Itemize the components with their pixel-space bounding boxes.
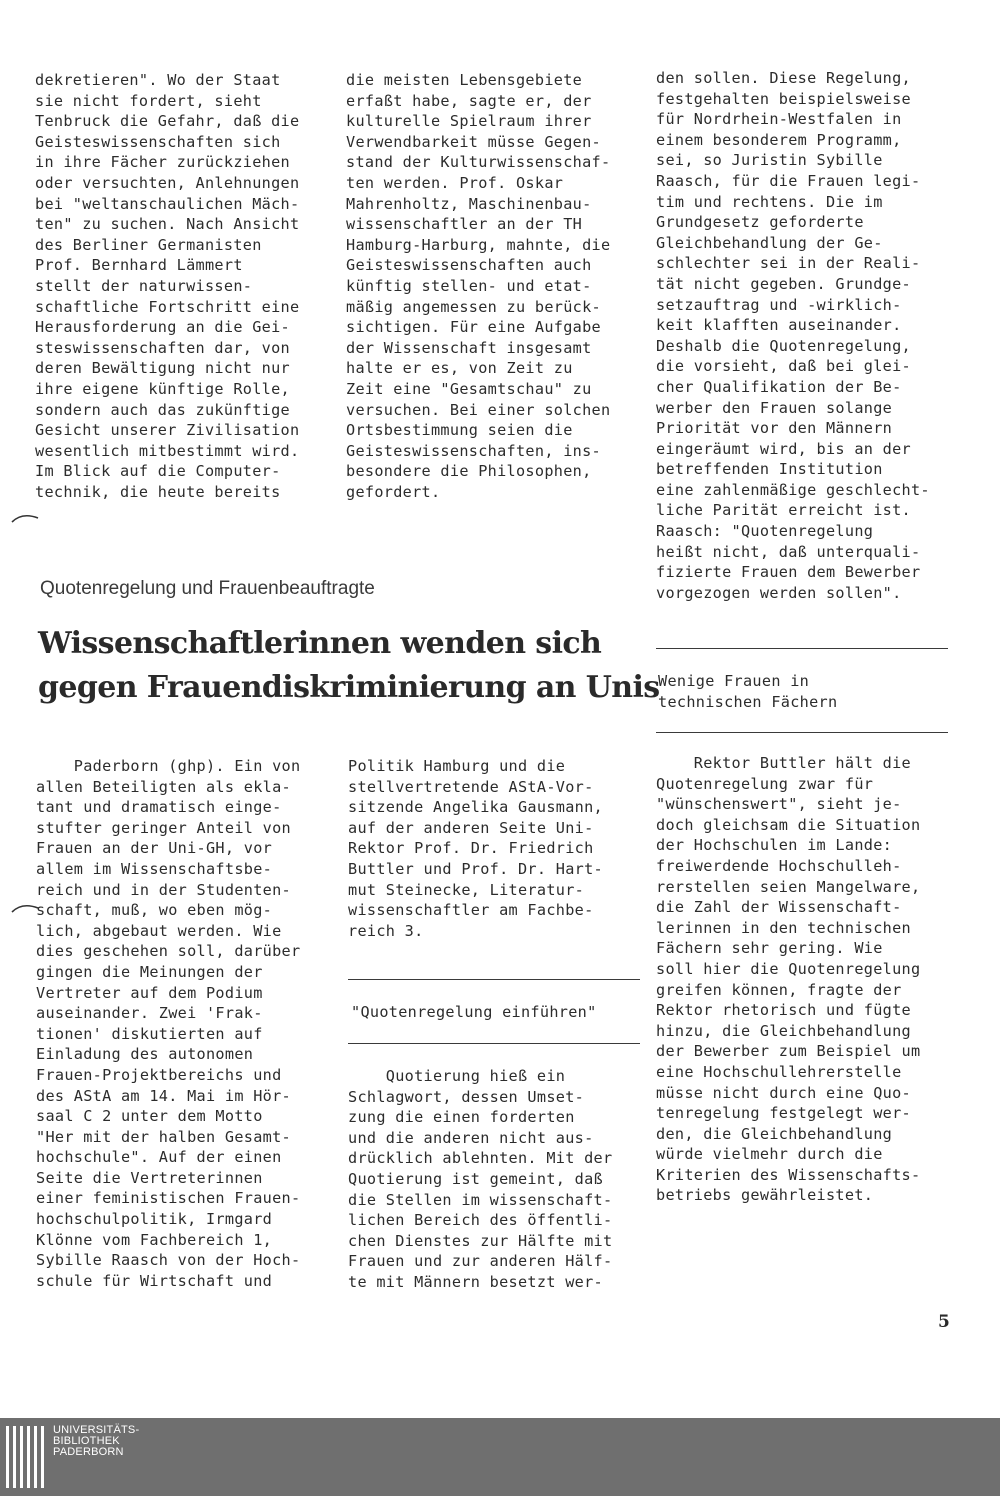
- university-library-logo-icon: [4, 1426, 48, 1488]
- main-article-column-3-part-2: Rektor Buttler hält die Quotenregelung zwar für "wünschenswert", sieht je- doch gleichsam die Situation der Hochschulen im Lande: freiwerdende Hochschulleh- rerstellen seien Mangelware, die Zahl der Wissenschaft- lerinnen in den technischen Fächern sehr gering. Wie soll hier die Quotenregelung greifen können, fragte der Rektor rhetorisch und fügte hinzu, die Gleichbehandlung der Bewerber zum Beispiel um eine Hochschullehrerstelle müsse nicht durch eine Quo- tenregelung festgelegt wer- den, die Gleichbehandlung würde vielmehr durch die Kriterien des Wissenschafts- betriebs gewährleistet.: [656, 754, 921, 1205]
- library-footer-bar: [0, 1418, 1000, 1496]
- subheading-quotenregelung: "Quotenregelung einführen": [351, 1003, 597, 1021]
- subheading-wenige-frauen: Wenige Frauen in technischen Fächern: [658, 672, 838, 711]
- binder-hole-mark: [10, 512, 40, 524]
- divider-rule: [656, 648, 948, 649]
- binder-hole-mark: [10, 902, 40, 914]
- divider-rule: [348, 1043, 640, 1044]
- library-name: [53, 1425, 139, 1457]
- main-article-column-2-part-1: Politik Hamburg und die stellvertretende AStA-Vor- sitzende Angelika Gausmann, auf der anderen Seite Uni- Rektor Prof. Dr. Friedrich Buttler und Prof. Dr. Hart- mut Steinecke, Literatur- wissenschaftler am Fachbe- reich 3.: [348, 757, 603, 940]
- main-article-column-3-part-1: den sollen. Diese Regelung, festgehalten beispielsweise für Nordrhein-Westfalen in einem besonderem Programm, sei, so Juristin Sybille Raasch, für die Frauen legi- tim und rechtens. Die im Grundgesetz geforderte Gleichbehandlung der Ge- schlechter sei in der Reali- tät nicht gegeben. Grundge- setzauftrag und -wirklich- keit klafften auseinander. Deshalb die Quotenregelung, die vorsieht, daß bei glei- cher Qualifikation der Be- werber den Frauen solange Priorität vor den Männern eingeräumt wird, bis an der betreffenden Institution eine zahlenmäßige geschlecht- liche Parität erreicht ist. Raasch: "Quotenregelung heißt nicht, daß unterquali- fizierte Frauen dem Bewerber vorgezogen werden sollen".: [656, 69, 930, 602]
- divider-rule: [656, 732, 948, 733]
- divider-rule: [348, 979, 640, 980]
- article-headline: Wissenschaftlerinnen wenden sich gegen Frauendiskriminierung an Unis: [38, 626, 660, 705]
- page-number: 5: [938, 1312, 950, 1332]
- article-kicker: Quotenregelung und Frauenbeauftragte: [40, 578, 375, 599]
- main-article-column-2-part-2: Quotierung hieß ein Schlagwort, dessen Umset- zung die einen forderten und die anderen nicht aus- drücklich ablehnten. Mit der Quotierung ist gemeint, daß die Stellen im wissenschaft- lichen Bereich des öffentli- chen Dienstes zur Hälfte mit Frauen und zur anderen Hälf- te mit Männern besetzt wer-: [348, 1067, 613, 1291]
- library-line-1: UNIVERSITÄTS-: [53, 1424, 140, 1436]
- main-article-column-1: Paderborn (ghp). Ein von allen Beteiligten als ekla- tant und dramatisch einge- stufter geringer Anteil von Frauen an der Uni-GH, vor allem im Wissenschaftsbe- reich und in der Studenten- schaft, muß, wo eben mög- lich, abgebaut werden. Wie dies geschehen soll, darüber gingen die Meinungen der Vertreter auf dem Podium auseinander. Zwei 'Frak- tionen' diskutierten auf Einladung des autonomen Frauen-Projektbereichs und des AStA am 14. Mai im Hör- saal C 2 unter dem Motto "Her mit der halben Gesamt- hochschule". Auf der einen Seite die Vertreterinnen einer feministischen Frauen- hochschulpolitik, Irmgard Klönne vom Fachbereich 1, Sybille Raasch von der Hoch- schule für Wirtschaft und: [36, 757, 301, 1290]
- library-line-2: BIBLIOTHEK: [53, 1434, 120, 1447]
- top-article-column-2: die meisten Lebensgebiete erfaßt habe, sagte er, der kulturelle Spielraum ihrer Verwendbarkeit müsse Gegen- stand der Kulturwissenschaf- ten werden. Prof. Oskar Mahrenholtz, Maschinenbau- wissenschaftler an der TH Hamburg-Harburg, mahnte, die Geisteswissenschaften auch künftig stellen- und etat- mäßig angemessen zu berück- sichtigen. Für eine Aufgabe der Wissenschaft insgesamt halte er es, von Zeit zu Zeit eine "Gesamtschau" zu versuchen. Bei einer solchen Ortsbestimmung seien die Geisteswissenschaften, ins- besondere die Philosophen, gefordert.: [346, 71, 611, 501]
- top-article-column-1: dekretieren". Wo der Staat sie nicht fordert, sieht Tenbruck die Gefahr, daß die Geisteswissenschaften sich in ihre Fächer zurückziehen oder versuchten, Anlehnungen bei "weltanschaulichen Mäch- ten" zu suchen. Nach Ansicht des Berliner Germanisten Prof. Bernhard Lämmert stellt der naturwissen- schaftliche Fortschritt eine Herausforderung an die Gei- steswissenschaften dar, von deren Bewältigung nicht nur ihre eigene künftige Rolle, sondern auch das zukünftige Gesicht unserer Zivilisation wesentlich mitbestimmt wird. Im Blick auf die Computer- technik, die heute bereits: [35, 71, 300, 501]
- library-line-3: PADERBORN: [53, 1445, 124, 1458]
